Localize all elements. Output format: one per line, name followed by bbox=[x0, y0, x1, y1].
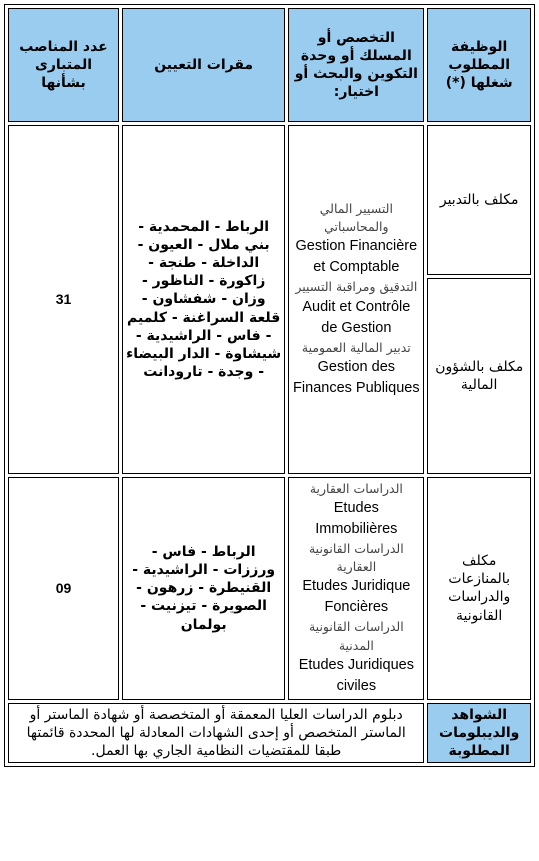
header-row bbox=[8, 8, 531, 122]
count-cell: 09 bbox=[8, 477, 119, 700]
specialty-fr: Gestion Financière et Comptable bbox=[295, 238, 418, 276]
header-count: عدد المناصب المتبارى بشأنها bbox=[8, 8, 119, 122]
diplomas-label: الشواهد والديبلومات المطلوبة bbox=[427, 703, 531, 764]
specialty-fr: Etudes Juridique Foncières bbox=[302, 578, 411, 616]
sites-cell: الرباط - فاس - ورززات - الراشيدية - القنيطرة - زرهون - الصويرة - تيزنيت - بولمان bbox=[122, 477, 285, 700]
table-row bbox=[8, 477, 531, 700]
specialty-ar: التدقيق ومراقبة التسيير bbox=[295, 279, 418, 295]
specialty-ar: الدراسات القانونية المدنية bbox=[308, 619, 404, 653]
table-row bbox=[8, 125, 531, 275]
specialty-fr: Etudes Juridiques civiles bbox=[298, 656, 414, 694]
specialty-fr: Gestion des Finances Publiques bbox=[293, 358, 420, 396]
diplomas-text: دبلوم الدراسات العليا المعمقة أو المتخصصة أو شهادة الماستر أو الماستر المتخصص أو إحدى الشهادات المعادلة لها المحددة قائمتها طبقا للمقتضيات النظامية الجاري بها العمل. bbox=[8, 703, 424, 764]
recruitment-table bbox=[4, 4, 535, 767]
specialty-cell bbox=[288, 477, 424, 700]
recruitment-table-container bbox=[4, 4, 535, 857]
header-sites: مقرات التعيين bbox=[122, 8, 285, 122]
diplomas-row bbox=[8, 703, 531, 764]
specialty-fr: Audit et Contrôle de Gestion bbox=[302, 298, 411, 336]
header-function: الوظيفة المطلوب شغلها (*) bbox=[427, 8, 531, 122]
specialty-ar: التسيير المالي والمحاسباتي bbox=[319, 201, 393, 235]
specialty-ar: تدبير المالية العمومية bbox=[301, 339, 411, 355]
specialty-ar: الدراسات العقارية bbox=[309, 481, 403, 496]
function-cell: مكلف بالشؤون المالية bbox=[427, 278, 531, 474]
header-specialty: التخصص أو المسلك أو وحدة التكوين والبحث أو اختيار: bbox=[288, 8, 424, 122]
function-cell: مكلف بالتدبير bbox=[427, 125, 531, 275]
specialty-cell bbox=[288, 125, 424, 474]
specialty-ar: الدراسات القانونية العقارية bbox=[308, 541, 404, 575]
count-cell: 31 bbox=[8, 125, 119, 474]
function-cell: مكلف بالمنازعات والدراسات القانونية bbox=[427, 477, 531, 700]
specialty-fr: Etudes Immobilières bbox=[315, 500, 398, 538]
sites-cell: الرباط - المحمدية - بني ملال - العيون - الداخلة - طنجة - زاكورة - الناظور - وزان - شفشاون - قلعة السراغنة - كلميم - فاس - الراشيدية - شيشاوة - الدار البيضاء - وجدة - تارودانت bbox=[122, 125, 285, 474]
